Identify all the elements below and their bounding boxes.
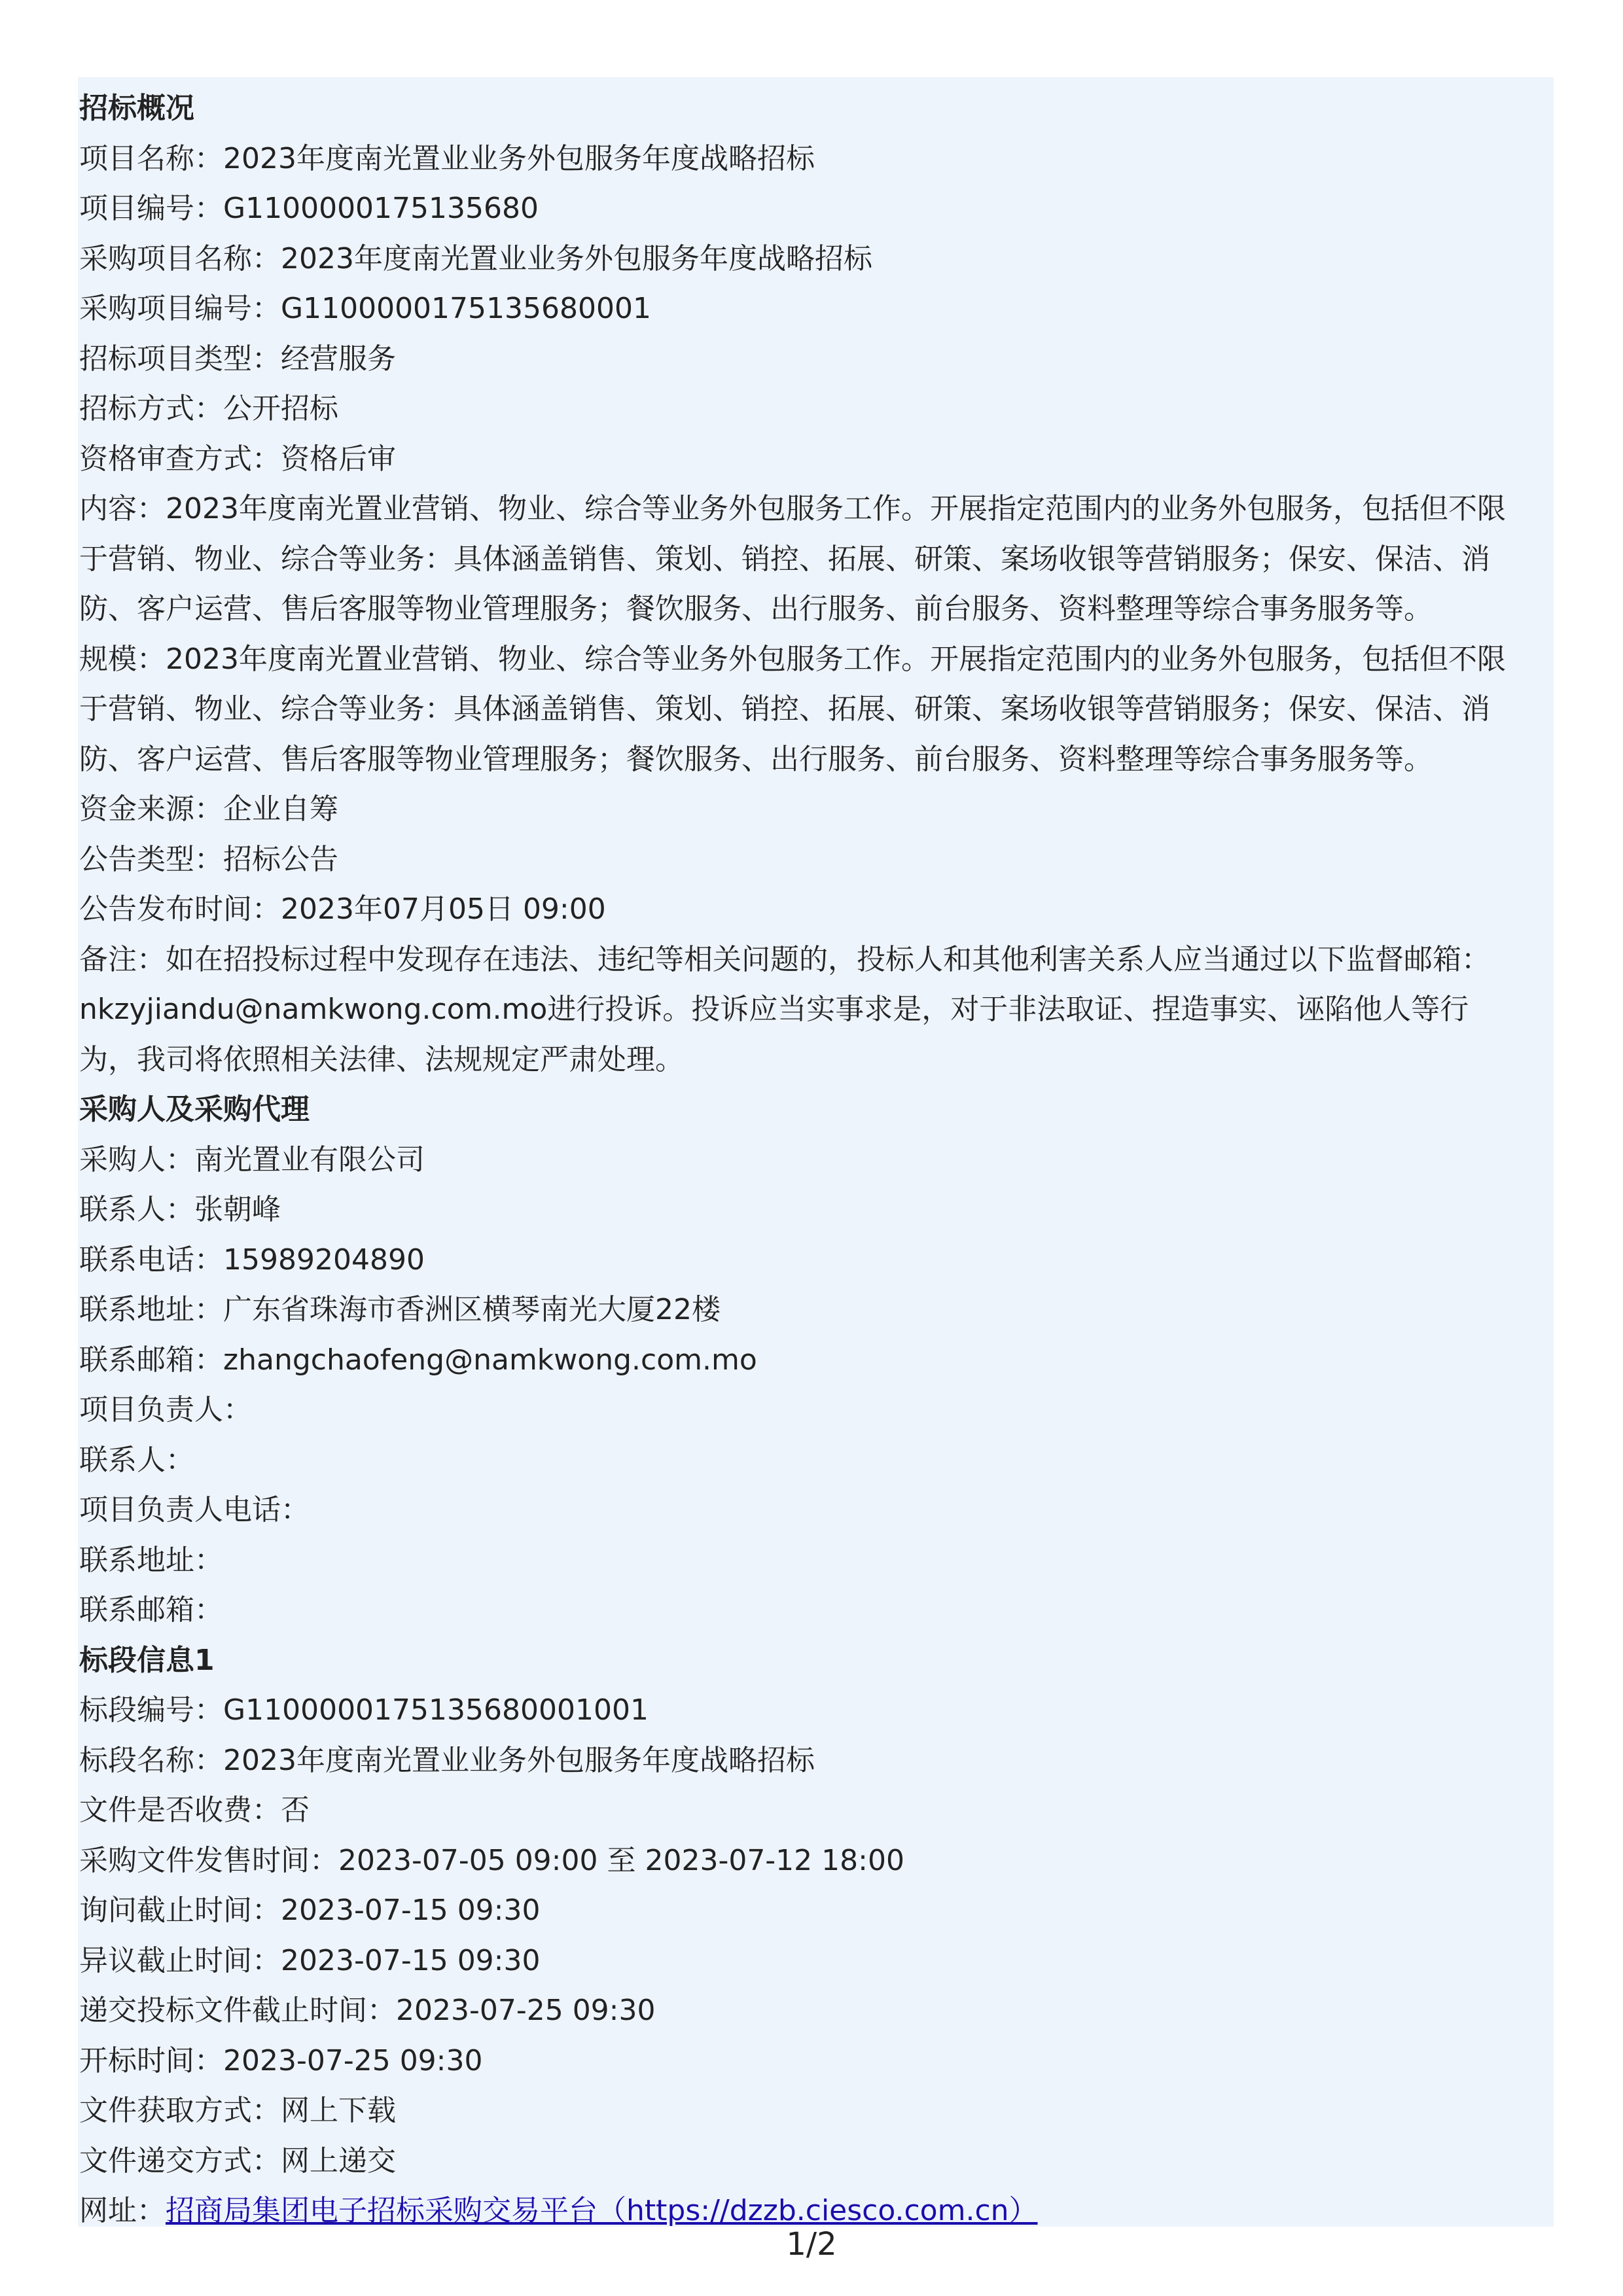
remark-line: 备注：如在招投标过程中发现存在违法、违纪等相关问题的，投标人和其他利害关系人应当通过以下监督邮箱： bbox=[79, 942, 1490, 976]
remark-line: nkzyjiandu@namkwong.com.mo进行投诉。投诉应当实事求是，对于非法取证、捏造事实、诬陷他人等行 bbox=[79, 993, 1469, 1026]
inquiry-deadline: 询问截止时间：2023-07-15 09:30 bbox=[79, 1894, 541, 1927]
tender-method: 招标方式：公开招标 bbox=[79, 392, 338, 425]
project-code: 项目编号：G1100000175135680 bbox=[79, 192, 539, 225]
contact-email: 联系邮箱：zhangchaofeng@namkwong.com.mo bbox=[79, 1343, 757, 1377]
publish-time: 公告发布时间：2023年07月05日 09:00 bbox=[79, 892, 606, 926]
website-label: 网址： bbox=[79, 2194, 166, 2227]
document-fee: 文件是否收费：否 bbox=[79, 1793, 310, 1827]
obtain-method: 文件获取方式：网上下载 bbox=[79, 2094, 396, 2127]
sale-time: 采购文件发售时间：2023-07-05 09:00 至 2023-07-12 18:00 bbox=[79, 1843, 904, 1877]
contact-person-2: 联系人： bbox=[79, 1443, 194, 1477]
document-panel bbox=[78, 77, 1554, 2227]
scale-line: 于营销、物业、综合等业务：具体涵盖销售、策划、销控、拓展、研策、案场收银等营销服务；保安、保洁、消 bbox=[79, 692, 1490, 726]
section-heading: 标段信息1 bbox=[79, 1643, 215, 1677]
submit-method: 文件递交方式：网上递交 bbox=[79, 2144, 396, 2178]
procurement-name: 采购项目名称：2023年度南光置业业务外包服务年度战略招标 bbox=[79, 241, 872, 275]
remark-line: 为，我司将依照相关法律、法规规定严肃处理。 bbox=[79, 1042, 684, 1076]
content-line: 防、客户运营、售后客服等物业管理服务；餐饮服务、出行服务、前台服务、资料整理等综合事务服务等。 bbox=[79, 592, 1433, 626]
purchaser: 采购人：南光置业有限公司 bbox=[79, 1142, 425, 1176]
contact-address: 联系地址：广东省珠海市香洲区横琴南光大厦22楼 bbox=[79, 1293, 721, 1326]
content-line: 内容：2023年度南光置业营销、物业、综合等业务外包服务工作。开展指定范围内的业务外包服务，包括但不限 bbox=[79, 492, 1506, 525]
contact-person: 联系人：张朝峰 bbox=[79, 1193, 281, 1226]
opening-time: 开标时间：2023-07-25 09:30 bbox=[79, 2043, 483, 2077]
project-lead: 项目负责人： bbox=[79, 1393, 252, 1426]
platform-link[interactable]: 招商局集团电子招标采购交易平台（https://dzzb.ciesco.com.cn） bbox=[166, 2194, 1038, 2227]
scale-line: 防、客户运营、售后客服等物业管理服务；餐饮服务、出行服务、前台服务、资料整理等综合事务服务等。 bbox=[79, 742, 1433, 776]
contact-phone: 联系电话：15989204890 bbox=[79, 1243, 425, 1277]
buyer-heading: 采购人及采购代理 bbox=[79, 1093, 310, 1126]
section-code: 标段编号：G1100000175135680001001 bbox=[79, 1693, 649, 1727]
submission-deadline: 递交投标文件截止时间：2023-07-25 09:30 bbox=[79, 1994, 656, 2027]
procurement-code: 采购项目编号：G1100000175135680001 bbox=[79, 292, 651, 325]
notice-type: 公告类型：招标公告 bbox=[79, 842, 338, 876]
content-line: 于营销、物业、综合等业务：具体涵盖销售、策划、销控、拓展、研策、案场收银等营销服务；保安、保洁、消 bbox=[79, 542, 1490, 576]
fund-source: 资金来源：企业自筹 bbox=[79, 792, 338, 826]
objection-deadline: 异议截止时间：2023-07-15 09:30 bbox=[79, 1943, 541, 1977]
contact-email-2: 联系邮箱： bbox=[79, 1593, 223, 1627]
contact-address-2: 联系地址： bbox=[79, 1543, 223, 1577]
project-name: 项目名称：2023年度南光置业业务外包服务年度战略招标 bbox=[79, 141, 815, 175]
project-lead-phone: 项目负责人电话： bbox=[79, 1493, 310, 1527]
page-number: 1/2 bbox=[786, 2226, 837, 2263]
scale-line: 规模：2023年度南光置业营销、物业、综合等业务外包服务工作。开展指定范围内的业务外包服务，包括但不限 bbox=[79, 642, 1506, 676]
qualification-review: 资格审查方式：资格后审 bbox=[79, 442, 396, 476]
section-name: 标段名称：2023年度南光置业业务外包服务年度战略招标 bbox=[79, 1743, 815, 1777]
overview-heading: 招标概况 bbox=[79, 92, 194, 125]
project-type: 招标项目类型：经营服务 bbox=[79, 342, 396, 376]
